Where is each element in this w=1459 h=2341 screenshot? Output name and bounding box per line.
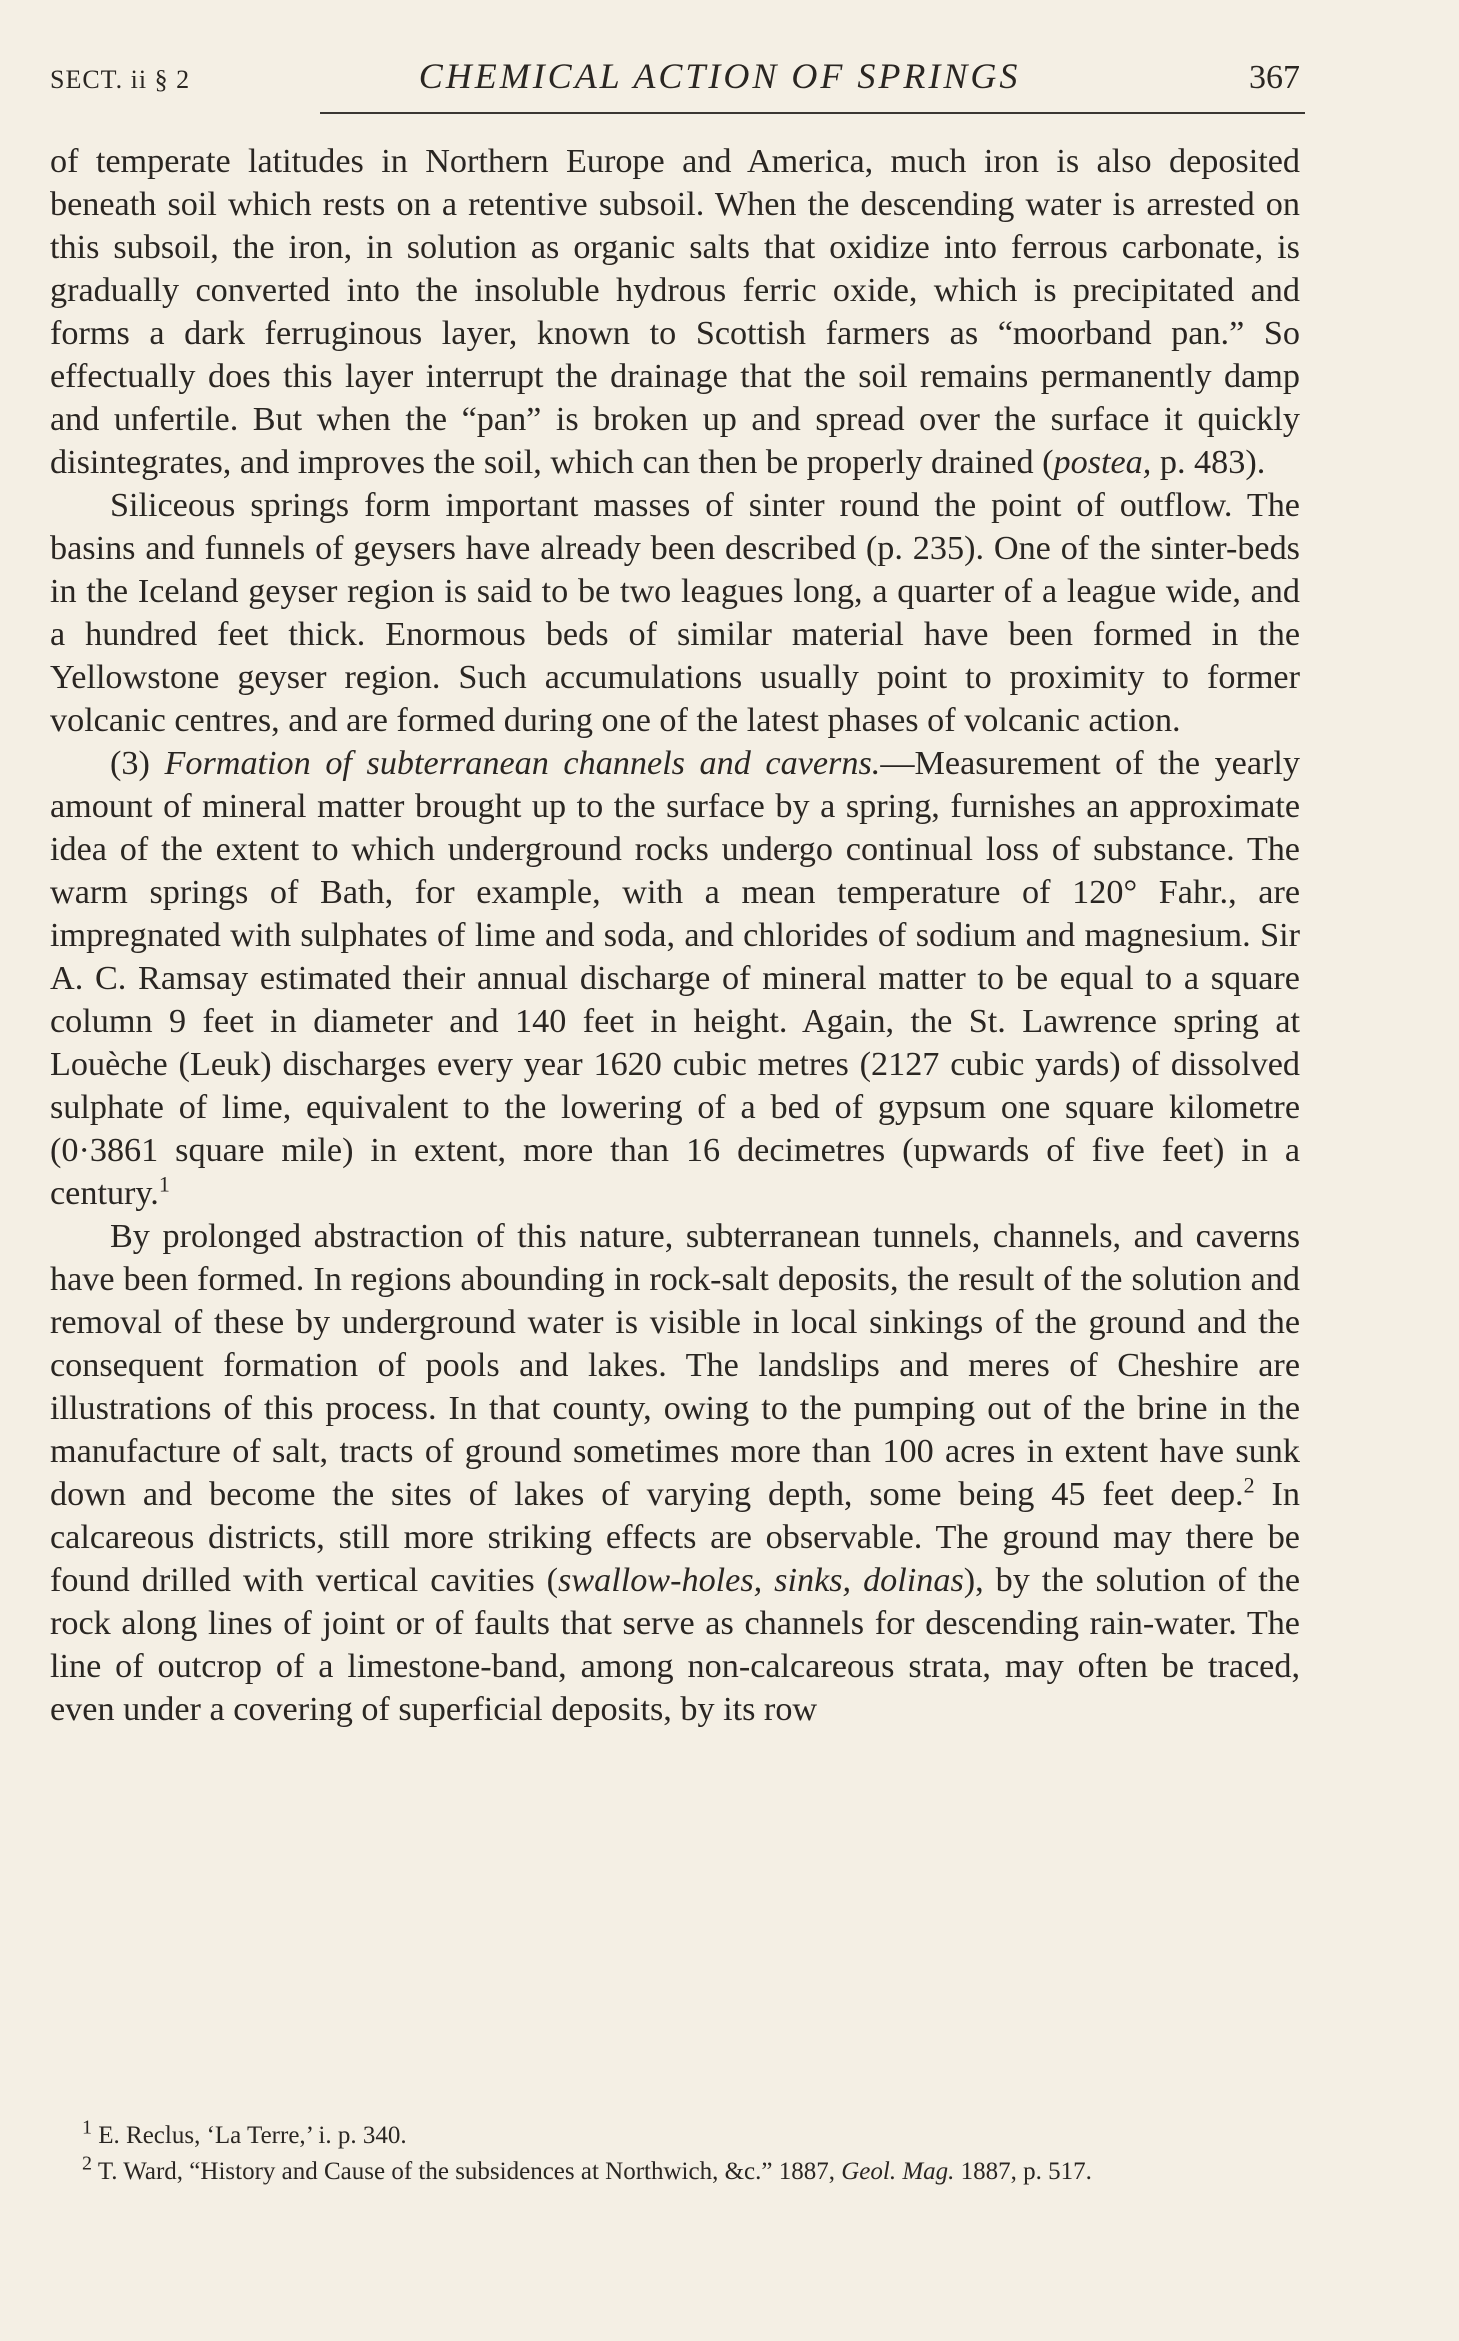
section-number: (3) [110, 745, 150, 782]
running-header [50, 55, 1300, 115]
running-title: CHEMICAL ACTION OF SPRINGS [418, 56, 1021, 96]
paragraph-1: of temperate latitudes in Northern Europe and America, much iron is also deposited beneath soil which rests on a retentive subsoil. When the descending water is arrested on this subsoil, the iron, in solution as organic salts that oxidize into ferrous carbonate, is gradually converted into the insoluble hydrous ferric oxide, which is precipitated and forms a dark ferruginous layer, known to Scottish farmers as “moorband pan.” So effectually does this layer interrupt the drainage that the soil remains permanently damp and unfertile. But when the “pan” is broken up and spread over the surface it quickly disintegrates, and improves the soil, which can then be properly drained (postea, p. 483). [50, 143, 1300, 481]
footnote-2: $^2$ T. Ward, “History and Cause of the subsidences at Northwich, &c.” 1887, Geol. Mag. 1887, p. 517. [82, 2152, 1092, 2185]
paragraph-4: By prolonged abstraction of this nature, subterranean tunnels, channels, and caverns have been formed. In regions abounding in rock-salt deposits, the result of the solution and removal of these by underground water is visible in local sinkings of the ground and the consequent formation of pools and lakes. The landslips and meres of Cheshire are illustrations of this process. In that county, owing to the pumping out of the brine in the manufacture of salt, tracts of ground sometimes more than 100 acres in extent have sunk down and become the sites of lakes of varying depth, some being 45 feet deep.$^2$ In calcareous districts, still more striking effects are observable. The ground may there be found drilled with vertical cavities (swallow-holes, sinks, dolinas), by the solution of the rock along lines of joint or of faults that serve as channels for descending rain-water. The line of outcrop of a limestone-band, among non-calcareous strata, may often be traced, even under a covering of superficial deposits, by its row [50, 1218, 1300, 1728]
header-rule [320, 112, 1305, 114]
footnotes [50, 2118, 1300, 2190]
page-number: 367 [1249, 59, 1300, 96]
paragraph-3: (3) Formation of subterranean channels and caverns.—Measurement of the yearly amount of mineral matter brought up to the surface by a spring, furnishes an approximate idea of the extent to which underground rocks undergo continual loss of substance. The warm springs of Bath, for example, with a mean temperature of 120° Fahr., are impregnated with sulphates of lime and soda, and chlorides of sodium and magnesium. Sir A. C. Ramsay estimated their annual discharge of mineral matter to be equal to a square column 9 feet in diameter and 140 feet in height. Again, the St. Lawrence spring at Louèche (Leuk) discharges every year 1620 cubic metres (2127 cubic yards) of dissolved sulphate of lime, equivalent to the lowering of a bed of gypsum one square kilometre (0·3861 square mile) in extent, more than 16 decimetres (upwards of five feet) in a century.$^1$ [50, 745, 1301, 1212]
footnote-ref-1: 1 [158, 1171, 170, 1197]
section-heading: Formation of subterranean channels and caverns. [164, 745, 881, 782]
section-label: SECT. ii § 2 [50, 65, 191, 94]
main-text [50, 140, 1300, 1731]
footnote-ref-2: 2 [1243, 1472, 1255, 1498]
footnote-1: $^1$ E. Reclus, ‘La Terre,’ i. p. 340. [82, 2116, 407, 2149]
paragraph-2: Siliceous springs form important masses of sinter round the point of outflow. The basins and funnels of geysers have already been described (p. 235). One of the sinter-beds in the Iceland geyser region is said to be two leagues long, a quarter of a league wide, and a hundred feet thick. Enormous beds of similar material have been formed in the Yellowstone geyser region. Such accumulations usually point to proximity to former volcanic centres, and are formed during one of the latest phases of volcanic action. [50, 487, 1300, 739]
